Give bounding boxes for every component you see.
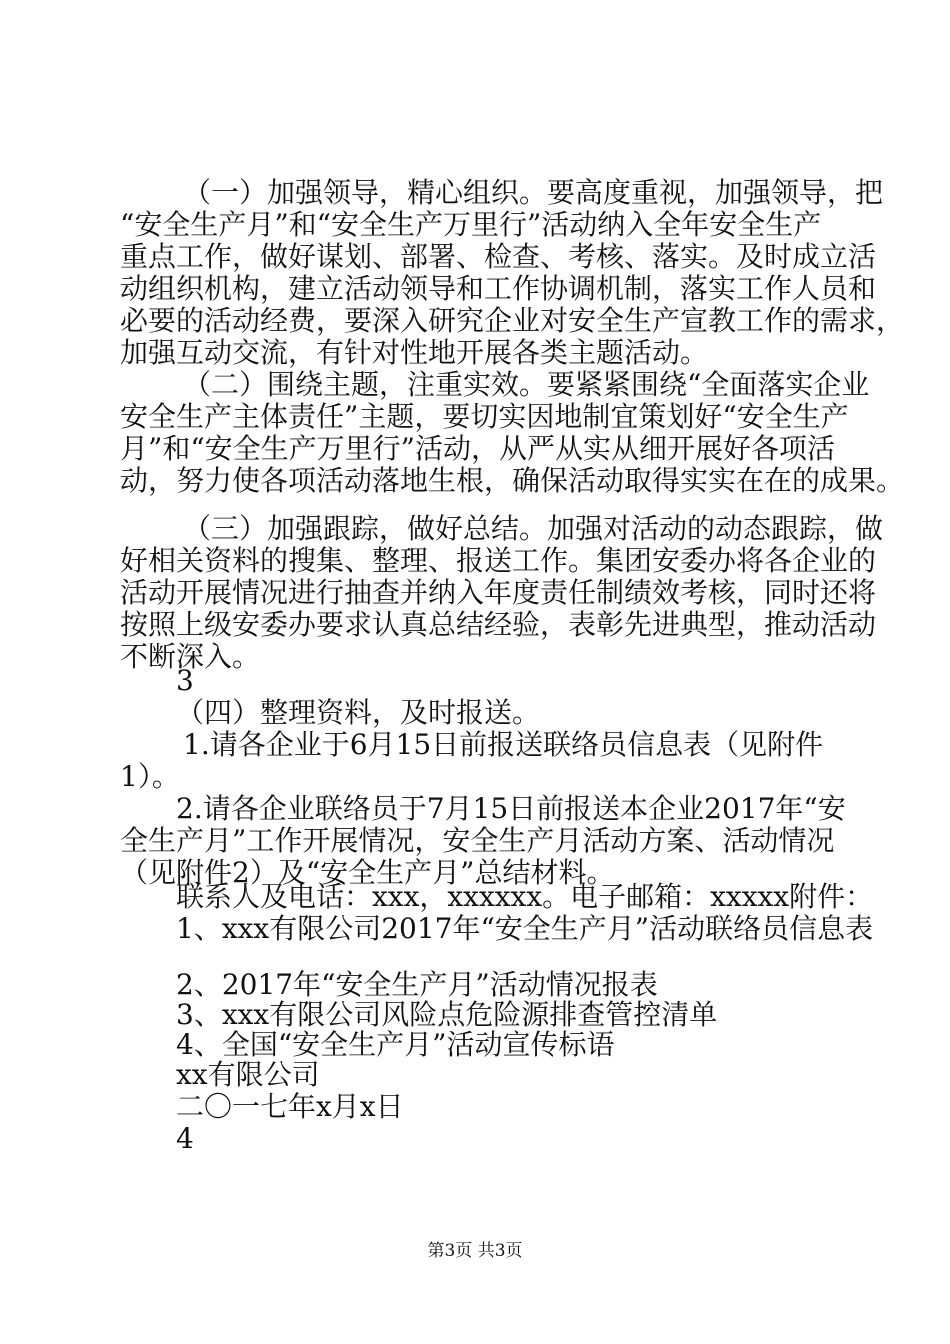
text-line: 必要的活动经费，要深入研究企业对安全生产宣教工作的需求， — [120, 304, 905, 337]
attachment-item: 2、2017年“安全生产月”活动情况报表 — [176, 968, 658, 1001]
text-line: 1）。 — [120, 760, 180, 793]
text-line: “安全生产月”和“安全生产万里行”活动纳入全年安全生产 — [120, 208, 822, 241]
text-line: 活动开展情况进行抽查并纳入年度责任制绩效考核，同时还将 — [120, 576, 877, 609]
attachment-item: 1、xxx有限公司2017年“安全生产月”活动联络员信息表 — [176, 912, 874, 945]
text-line: 动组织机构，建立活动领导和工作协调机制，落实工作人员和 — [120, 272, 877, 305]
contact-line: 联系人及电话：xxx，xxxxxx。电子邮箱：xxxxx附件： — [176, 880, 874, 913]
text-line: （见附件2）及“安全生产月”总结材料。 — [120, 856, 615, 889]
page-number-marker: 3 — [176, 664, 194, 697]
page-number-marker: 4 — [176, 1122, 194, 1155]
text-line: 动，努力使各项活动落地生根，确保活动取得实实在在的成果。 — [120, 464, 905, 497]
document-date: 二〇一七年x月x日 — [176, 1090, 404, 1123]
page-footer: 第3页 共3页 — [427, 1241, 523, 1261]
text-line: 不断深入。 — [120, 640, 261, 673]
attachment-item: 3、xxx有限公司风险点危险源排查管控清单 — [176, 998, 718, 1031]
text-line: 全生产月”工作开展情况，安全生产月活动方案、活动情况 — [120, 824, 835, 857]
text-line: 月”和“安全生产万里行”活动，从严从实从细开展好各项活 — [120, 432, 835, 465]
text-line: 1.请各企业于6月15日前报送联络员信息表（见附件 — [183, 728, 824, 761]
text-line: （一）加强领导，精心组织。要高度重视，加强领导，把 — [183, 176, 884, 209]
text-line: 加强互动交流，有针对性地开展各类主题活动。 — [120, 336, 709, 369]
text-line: （三）加强跟踪，做好总结。加强对活动的动态跟踪，做 — [183, 512, 884, 545]
text-line: 安全生产主体责任”主题，要切实因地制宜策划好“安全生产 — [120, 400, 849, 433]
text-line: （二）围绕主题，注重实效。要紧紧围绕“全面落实企业 — [183, 368, 870, 401]
text-line: （四）整理资料，及时报送。 — [176, 696, 541, 729]
text-line: 重点工作，做好谋划、部署、检查、考核、落实。及时成立活 — [120, 240, 877, 273]
text-line: 2.请各企业联络员于7月15日前报送本企业2017年“安 — [176, 792, 846, 825]
text-line: 好相关资料的搜集、整理、报送工作。集团安委办将各企业的 — [120, 544, 877, 577]
attachment-item: 4、全国“安全生产月”活动宣传标语 — [176, 1028, 615, 1061]
text-line: 按照上级安委办要求认真总结经验，表彰先进典型，推动活动 — [120, 608, 877, 641]
company-name: xx有限公司 — [176, 1058, 320, 1091]
